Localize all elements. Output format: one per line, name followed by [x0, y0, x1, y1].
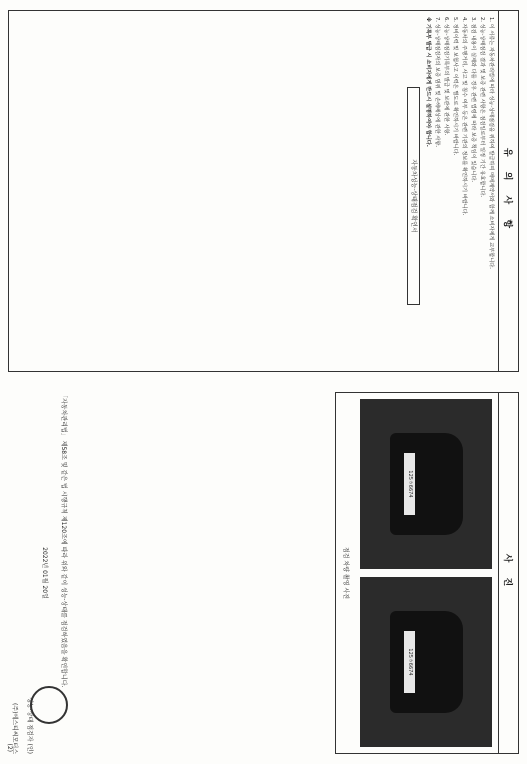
check-label: 자동차성능·상태점검 확인서	[407, 87, 420, 306]
notice-item: 7. 성능·상태점검자의 보증 범위 및 손해배상에 관한 사항.	[434, 17, 440, 148]
agency-name: (주)에스티씨모터스	[11, 702, 18, 754]
notice-item: 6. 성능·상태점검기록부의 발급 및 보관에 관한 사항.	[443, 17, 449, 136]
notice-item: 4. 자동차의 주행거리, 사고 및 침수 여부 등은 관련 기관의 정보를 확인하시기 바랍니다.	[461, 17, 467, 216]
inspector-sign: 성능·상태 점검자 (인)	[26, 697, 33, 754]
confirmation-text: 「자동차관리법」 제58조 및 같은 법 시행규칙 제120조에 따라 위와 같이 성능·상태를 점검하였음을 확인합니다.	[60, 392, 67, 688]
notice-title: 유 의 사 항	[498, 11, 518, 371]
notice-item: 5. 정비이력 및 보험사고 이력은 별도로 확인하시기 바랍니다.	[452, 17, 458, 156]
car-shape	[390, 611, 463, 713]
notice-item: 3. 점검 내용이 실제와 다를 경우 관련 법령에 따라 보증 책임이 있습니다.	[470, 17, 476, 183]
license-plate: 125ㅎ6674	[404, 631, 416, 692]
seal-stamp-icon	[30, 686, 68, 724]
notice-item: 2. 성능·상태점검 결과 및 보증 관련 사항은 점검일로부터 일정 기간 유효합니다.	[479, 17, 485, 198]
notice-box	[8, 10, 519, 372]
vehicle-photo-rear	[360, 577, 492, 747]
confirmation-date: 2022년 01월 20일	[41, 547, 48, 599]
photo-box	[335, 392, 519, 754]
notice-note: ※ 기록부 발급 시 소비자에게 반드시 설명하여야 합니다.	[425, 17, 431, 147]
vehicle-photo-front	[360, 399, 492, 569]
photo-row	[354, 393, 498, 753]
notice-item: 1. 이 서류는 자동차관리법에 따라 성능·상태점검을 위하여 발급하며 매매계약서와 함께 소비자에게 교부합니다.	[488, 17, 494, 269]
car-shape	[390, 433, 463, 535]
photo-title: 사 진	[498, 393, 518, 753]
page-number: (2)	[6, 743, 13, 752]
notice-body	[403, 11, 498, 371]
photo-caption: 점검 차량 촬영 사진	[342, 546, 349, 600]
photo-section	[0, 382, 527, 764]
license-plate: 125ㅎ6674	[404, 453, 416, 514]
